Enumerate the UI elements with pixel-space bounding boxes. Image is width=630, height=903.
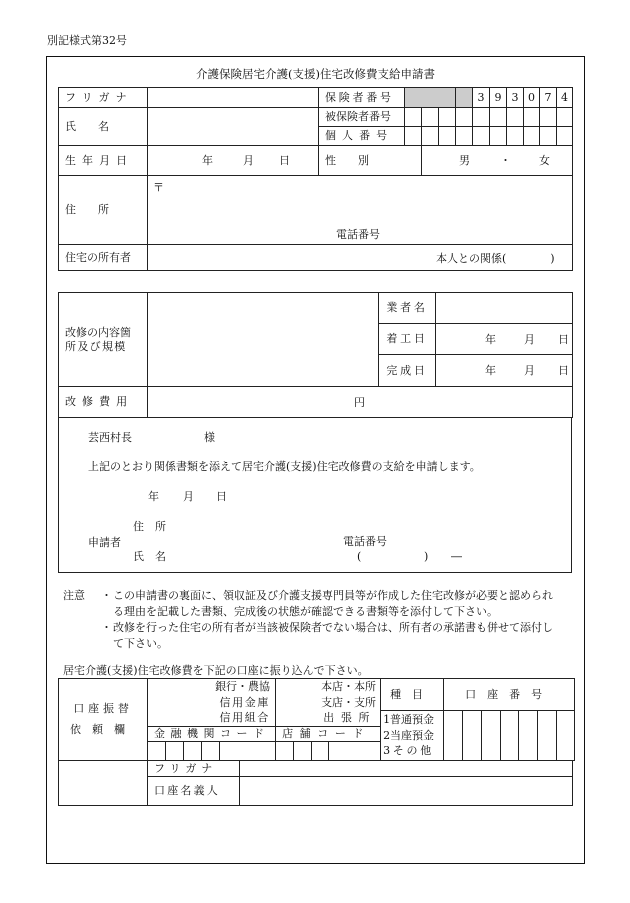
address-field[interactable]: [148, 176, 573, 245]
insured-digit[interactable]: [405, 108, 422, 127]
note2-line2: て下さい。: [113, 637, 168, 650]
sex-female[interactable]: 女: [539, 154, 550, 167]
cost-label: 改修費用: [59, 387, 148, 418]
note-bullet: ・: [101, 621, 112, 634]
start-month: 月: [524, 333, 535, 346]
applicant-phone-open: (: [357, 550, 362, 563]
inst-type-2: 信用金庫: [219, 695, 271, 709]
insurer-digit: 3: [473, 88, 490, 108]
personal-digit[interactable]: [405, 127, 422, 146]
account-type-1[interactable]: 1普通預金: [383, 712, 435, 726]
personal-digit[interactable]: [422, 127, 439, 146]
account-digit[interactable]: [519, 711, 538, 761]
insured-digit[interactable]: [422, 108, 439, 127]
branch-code-spacer: [329, 742, 381, 761]
cost-field[interactable]: [148, 387, 573, 418]
notes-heading: 注意: [63, 589, 85, 602]
holder-furigana-field[interactable]: [240, 761, 573, 777]
renovation-content-label-line1: 改修の内容箇: [65, 325, 131, 339]
start-year: 年: [485, 333, 496, 346]
start-date-field[interactable]: [436, 324, 573, 355]
branch-type-2: 支店・支所: [321, 695, 377, 709]
personal-digit[interactable]: [439, 127, 456, 146]
request-day: 日: [216, 490, 227, 503]
account-type-3[interactable]: 3その他: [383, 744, 435, 758]
account-digit[interactable]: [538, 711, 557, 761]
contractor-field[interactable]: [436, 293, 573, 324]
account-type-2[interactable]: 2当座預金: [383, 728, 435, 742]
insured-digit[interactable]: [456, 108, 473, 127]
personal-digit[interactable]: [507, 127, 524, 146]
insured-digit[interactable]: [507, 108, 524, 127]
start-date-label: 着工日: [379, 324, 436, 355]
end-date-field[interactable]: [436, 355, 573, 387]
insured-digit[interactable]: [439, 108, 456, 127]
sex-male[interactable]: 男: [459, 154, 470, 167]
applicant-label: 申請者: [88, 536, 121, 549]
holder-furigana-label: フリガナ: [148, 761, 240, 777]
name-label: 氏 名: [59, 108, 148, 146]
furigana-label: フリガナ: [59, 88, 148, 108]
account-digit[interactable]: [501, 711, 519, 761]
note2-line1: 改修を行った住宅の所有者が当該被保険者でない場合は、所有者の承諾書も併せて添付し: [113, 621, 553, 634]
sex-dot: ・: [500, 154, 511, 167]
note1-line1: この申請書の裏面に、領収証及び介護支援専門員等が作成した住宅改修が必要と認められ: [113, 589, 553, 602]
bank-code-digit[interactable]: [166, 742, 184, 761]
insurer-digit: [456, 88, 473, 108]
birth-month: 月: [243, 154, 254, 167]
branch-name-cont: [276, 695, 381, 711]
branch-type-3: 出張所: [323, 711, 377, 725]
bank-name-cont: [148, 711, 276, 727]
bank-code-digit[interactable]: [202, 742, 220, 761]
personal-digit[interactable]: [524, 127, 540, 146]
account-type-header: 種目: [381, 679, 444, 711]
addressee: 芸西村長: [88, 431, 132, 444]
insurer-digit: 7: [540, 88, 557, 108]
bank-name-cont: [148, 695, 276, 711]
bank-code-spacer: [220, 742, 276, 761]
renovation-content-field[interactable]: [148, 293, 379, 387]
honorific: 様: [204, 431, 215, 444]
inst-type-1: 銀行・農協: [215, 679, 271, 693]
renovation-content-label: [59, 293, 148, 387]
bank-code-digit[interactable]: [184, 742, 202, 761]
account-number-header: 口座番号: [444, 679, 575, 711]
end-day: 日: [558, 364, 569, 377]
birthdate-field[interactable]: [148, 146, 319, 176]
branch-name-field[interactable]: [276, 679, 381, 695]
holder-name-field[interactable]: [240, 777, 573, 806]
request-statement: 上記のとおり関係書類を添えて居宅介護(支援)住宅改修費の支給を申請します。: [88, 460, 481, 473]
contractor-label: 業者名: [379, 293, 436, 324]
bank-code-digit[interactable]: [148, 742, 166, 761]
personal-digit[interactable]: [456, 127, 473, 146]
personal-digit[interactable]: [557, 127, 573, 146]
insured-digit[interactable]: [524, 108, 540, 127]
form-title: 介護保険居宅介護(支援)住宅改修費支給申請書: [196, 67, 435, 81]
applicant-address-label: 住 所: [133, 520, 166, 533]
branch-code-digit[interactable]: [312, 742, 329, 761]
personal-digit[interactable]: [473, 127, 490, 146]
account-digit[interactable]: [482, 711, 501, 761]
account-digit[interactable]: [444, 711, 463, 761]
bank-code-label: 金融機関コード: [148, 727, 276, 742]
personal-digit[interactable]: [490, 127, 507, 146]
bank-transfer-label-line1: 口座振替: [73, 701, 133, 715]
owner-label: 住宅の所有者: [59, 245, 148, 271]
insurer-number-label: 保険者番号: [319, 88, 405, 108]
cost-yen: 円: [354, 396, 365, 409]
name-field[interactable]: [148, 108, 319, 146]
request-month: 月: [183, 490, 194, 503]
applicant-phone-label: 電話番号: [343, 535, 387, 548]
form-number: 別記様式第32号: [47, 34, 127, 47]
applicant-phone-close: ): [424, 550, 429, 563]
birthdate-label: 生年月日: [59, 146, 148, 176]
bank-transfer-label: [59, 679, 148, 761]
insurer-digit: 4: [557, 88, 573, 108]
branch-type-1: 本店・本所: [321, 679, 377, 693]
holder-name-label: 口座名義人: [148, 777, 240, 806]
account-digit[interactable]: [557, 711, 575, 761]
request-year: 年: [148, 490, 159, 503]
insured-digit[interactable]: [540, 108, 557, 127]
applicant-phone-dash: ―: [451, 550, 462, 563]
end-year: 年: [485, 364, 496, 377]
insured-digit[interactable]: [557, 108, 573, 127]
branch-code-digit[interactable]: [294, 742, 312, 761]
sex-label: 性 別: [319, 146, 422, 176]
bank-name-field[interactable]: [148, 679, 276, 695]
branch-code-label: 店舗コード: [276, 727, 381, 742]
branch-name-cont: [276, 711, 381, 727]
bank-transfer-label-line2: 依頼欄: [70, 722, 136, 736]
bank-label-bottom-border: [58, 760, 148, 806]
end-date-label: 完成日: [379, 355, 436, 387]
owner-relation: 本人との関係( ): [436, 252, 555, 265]
bank-instruction: 居宅介護(支援)住宅改修費を下記の口座に振り込んで下さい。: [63, 664, 369, 677]
applicant-name-label: 氏 名: [133, 550, 166, 563]
address-label: 住 所: [59, 176, 148, 245]
address-phone-label: 電話番号: [336, 228, 380, 241]
start-day: 日: [558, 333, 569, 346]
branch-code-digit[interactable]: [276, 742, 294, 761]
personal-digit[interactable]: [540, 127, 557, 146]
birth-day: 日: [279, 154, 290, 167]
insurer-digit: 3: [507, 88, 524, 108]
insured-number-label: 被保険者番号: [319, 108, 405, 127]
furigana-field[interactable]: [148, 88, 319, 108]
inst-type-3: 信用組合: [219, 711, 271, 725]
insurer-number-shaded: [405, 88, 456, 108]
personal-number-label: 個人番号: [319, 127, 405, 146]
account-digit[interactable]: [463, 711, 482, 761]
insured-digit[interactable]: [490, 108, 507, 127]
insurer-digit: 9: [490, 88, 507, 108]
bank-table: [58, 678, 575, 761]
renovation-content-label-line2: 所及び規模: [65, 339, 127, 353]
insurer-digit: 0: [524, 88, 540, 108]
birth-year: 年: [202, 154, 213, 167]
postal-mark: 〒: [153, 181, 164, 194]
applicant-table: [58, 87, 573, 271]
note-bullet: ・: [101, 589, 112, 602]
bank-holder-table: [147, 760, 573, 806]
end-month: 月: [524, 364, 535, 377]
owner-field[interactable]: [148, 245, 573, 271]
sex-field[interactable]: [422, 146, 573, 176]
insured-digit[interactable]: [473, 108, 490, 127]
renovation-table: [58, 292, 573, 418]
account-type-options[interactable]: [381, 711, 444, 761]
note1-line2: る理由を記載した書類、完成後の状態が確認できる書類等を添付して下さい。: [113, 605, 498, 618]
